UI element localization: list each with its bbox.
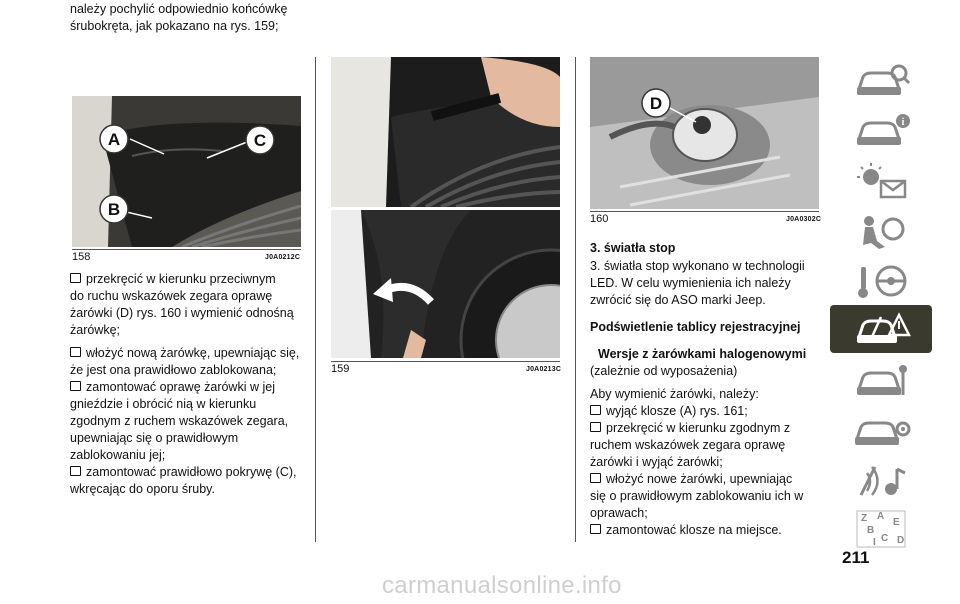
car-service-icon	[851, 361, 911, 401]
para-line: zwrócić się do ASO marki Jeep.	[590, 293, 766, 307]
svg-text:D: D	[897, 534, 905, 546]
wheel-arch-illustration	[72, 96, 301, 247]
car-emergency-icon	[851, 309, 911, 349]
bullet-icon	[590, 422, 601, 432]
left-intro	[70, 1, 320, 35]
figure-159-number: 159	[331, 363, 350, 375]
svg-text:Z: Z	[861, 512, 868, 524]
step-line: ruchem wskazówek zegara oprawę	[590, 438, 786, 452]
bullet-icon	[590, 405, 601, 415]
right-column-text	[590, 240, 825, 539]
callout-c: C	[253, 131, 267, 150]
intro-line: należy pochylić odpowiednio końcówkę	[70, 2, 288, 16]
chapter-tab-car-specs[interactable]	[830, 407, 932, 454]
bullet-icon	[70, 273, 81, 283]
bulb-socket-illustration	[590, 57, 819, 209]
bullet-icon	[70, 347, 81, 357]
page-number: 211	[842, 548, 870, 567]
figure-158-rule	[72, 249, 301, 250]
lead-line: Aby wymienić żarówki, należy:	[590, 387, 759, 401]
figure-160-code: J0A0302C	[786, 216, 822, 223]
chapter-tab-warning-lights[interactable]	[830, 157, 932, 204]
chapter-tab-multimedia[interactable]	[830, 457, 932, 504]
bullet-icon	[590, 524, 601, 534]
figure-160-photo	[590, 57, 819, 209]
watermark: carmanualsonline.info	[382, 572, 622, 599]
svg-text:E: E	[893, 516, 900, 528]
figure-160-number: 160	[590, 213, 609, 225]
step-line: oprawach;	[590, 506, 648, 520]
step-line: zamontować klosze na miejsce.	[590, 522, 825, 539]
chapter-tab-car-emergency[interactable]	[830, 305, 932, 353]
step-line: włożyć nowe żarówki, upewniając	[590, 471, 825, 488]
step-line: wyjąć klosze (A) rys. 161;	[590, 403, 825, 420]
airbag-safety-icon	[851, 211, 911, 251]
step-line: żarówkę;	[70, 323, 121, 337]
figure-159-code: J0A0213C	[526, 366, 562, 373]
car-search-icon	[851, 61, 911, 101]
column-divider	[315, 57, 316, 542]
figure-159-photo-top	[331, 57, 560, 207]
step-line: gnieździe i obrócić nią w kierunku	[70, 397, 257, 411]
svg-text:C: C	[881, 532, 889, 544]
bullet-icon	[70, 466, 81, 476]
svg-text:i: i	[901, 116, 905, 128]
step-line: upewniając się o prawidłowym	[70, 431, 239, 445]
chapter-tab-airbag-safety[interactable]	[830, 207, 932, 254]
section-title: 3. światła stop	[590, 241, 676, 255]
chapter-tab-car-info[interactable]	[830, 107, 932, 154]
step-line: zamontować oprawę żarówki w jej	[70, 379, 320, 396]
left-steps	[70, 271, 320, 498]
step-line: włożyć nową żarówkę, upewniając się,	[70, 345, 320, 362]
tyre-arrow-illustration	[331, 210, 560, 358]
chapter-tab-index[interactable]	[830, 505, 932, 552]
para-line: 3. światła stop wykonano w technologii	[590, 259, 805, 273]
column-divider	[575, 57, 576, 542]
figure-159-photo-bottom	[331, 210, 560, 358]
warning-lights-icon	[851, 161, 911, 201]
tyre-screwdriver-illustration	[331, 57, 560, 207]
intro-line: śrubokręta, jak pokazano na rys. 159;	[70, 19, 279, 33]
callout-d: D	[649, 94, 663, 113]
step-line: żarówki i wyjąć żarówki;	[590, 455, 723, 469]
step-line: że jest ona prawidłowo zablokowana;	[70, 363, 277, 377]
chapter-tab-car-search[interactable]	[830, 57, 932, 104]
figure-158-code: J0A0212C	[265, 254, 301, 261]
car-specs-icon	[851, 411, 911, 451]
step-line: żarówki (D) rys. 160 i wymienić odnośną	[70, 306, 294, 320]
step-line: przekręcić w kierunku przeciwnym	[70, 271, 320, 288]
svg-text:B: B	[867, 524, 875, 536]
steering-key-icon	[851, 261, 911, 301]
variant-note: (zależnie od wyposażenia)	[590, 364, 738, 378]
para-line: LED. W celu wymienienia ich należy	[590, 276, 791, 290]
chapter-tab-steering-key[interactable]	[830, 257, 932, 304]
figure-160-rule	[590, 211, 819, 212]
bullet-icon	[590, 473, 601, 483]
svg-text:I: I	[873, 536, 876, 548]
step-line: zablokowaniu jej;	[70, 448, 166, 462]
step-line: przekręcić w kierunku zgodnym z	[590, 420, 825, 437]
callout-a: A	[107, 130, 121, 149]
subsection-title: Podświetlenie tablicy rejestracyjnej	[590, 320, 801, 334]
index-letters-icon	[851, 509, 911, 549]
step-line: do ruchu wskazówek zegara oprawę	[70, 289, 273, 303]
multimedia-icon	[851, 461, 911, 501]
figure-158-number: 158	[72, 251, 91, 263]
variant-title: Wersje z żarówkami halogenowymi	[598, 347, 807, 361]
step-line: wkręcając do oporu śruby.	[70, 482, 215, 496]
chapter-tab-car-service[interactable]	[830, 357, 932, 404]
car-info-icon	[851, 111, 911, 151]
callout-b: B	[107, 200, 121, 219]
bullet-icon	[70, 381, 81, 391]
step-line: zamontować prawidłowo pokrywę (C),	[70, 464, 320, 481]
figure-159-rule	[331, 361, 560, 362]
svg-text:A: A	[877, 510, 885, 522]
step-line: zgodnym z ruchem wskazówek zegara,	[70, 414, 289, 428]
step-line: się o prawidłowym zablokowaniu ich w	[590, 489, 804, 503]
figure-158-photo	[72, 96, 301, 247]
